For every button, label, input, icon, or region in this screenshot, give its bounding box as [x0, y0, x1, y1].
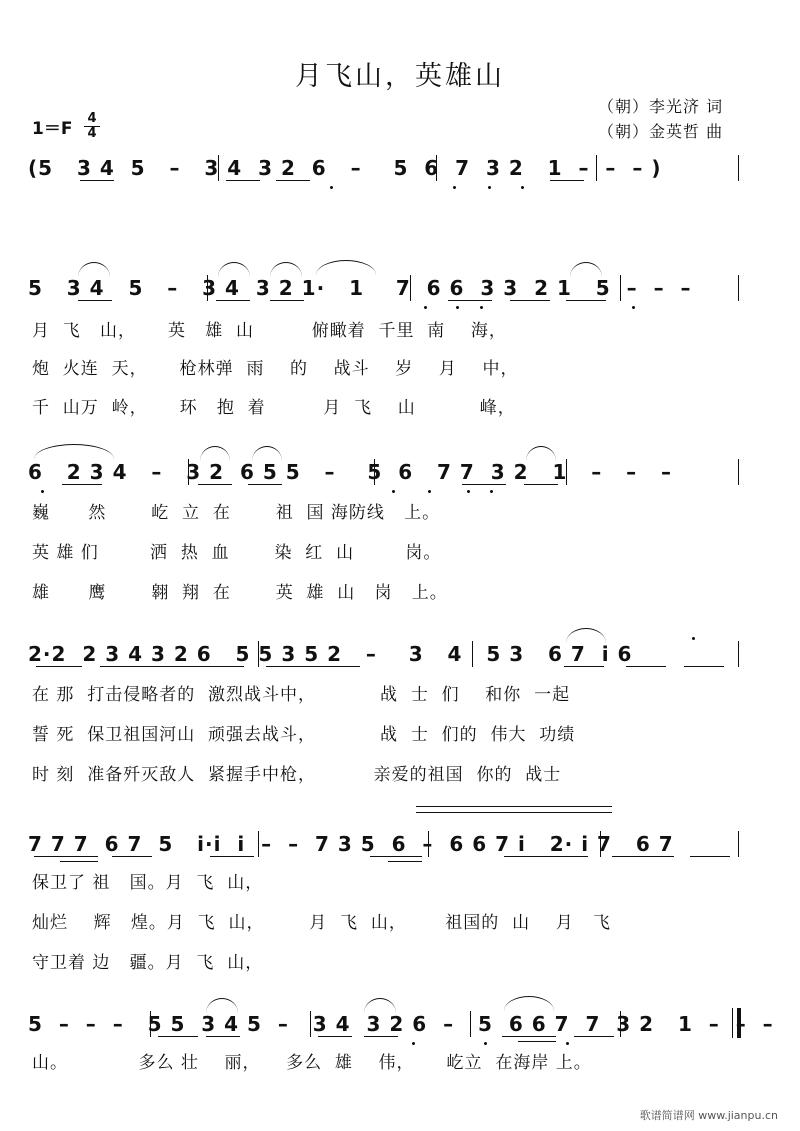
lyrics-system-4-verse-3: 时 刻 准备歼灭敌人 紧握手中枪， 亲爱的祖国 你的 战士	[32, 765, 562, 785]
final-barline-thin	[732, 1008, 733, 1038]
low-dot	[392, 490, 395, 493]
low-dot	[632, 306, 635, 309]
time-signature-top: 4	[87, 111, 97, 126]
notes-system-5: 7 7 7 6 7 5 i·i i – – 7 3 5 6 – 6 6 7 i 2· i 7 6 7	[28, 832, 674, 856]
lyrics-system-6-verse-1: 山。 多么 壮 丽， 多么 雄 伟， 屹立 在海岸 上。	[32, 1053, 592, 1073]
underline	[518, 1041, 556, 1042]
low-dot	[456, 306, 459, 309]
slur	[504, 996, 554, 1011]
slur	[252, 446, 282, 461]
low-dot	[566, 1042, 569, 1045]
barline	[472, 641, 473, 667]
slur	[206, 998, 238, 1013]
lyrics-system-2-verse-1: 月 飞 山， 英 雄 山 俯瞰着 千里 南 海，	[32, 321, 507, 341]
underline	[62, 484, 102, 485]
underline	[318, 1036, 352, 1037]
underline	[226, 180, 260, 181]
barline	[207, 275, 208, 301]
notes-system-6: 5 – – – 5 5 3 4 5 – 3 4 3 2 6 – 5 6 6 7 7 3 2 1 – – –	[28, 1012, 774, 1036]
underline	[60, 861, 98, 862]
barline	[428, 831, 429, 857]
high-dot	[692, 637, 695, 640]
underline	[100, 666, 244, 667]
underline	[364, 1036, 398, 1037]
notes-system-1: (5 3 4 5 – 3 4 3 2 6 – 5 6 7 3 2 1 – – – )	[28, 156, 662, 180]
underline	[510, 300, 550, 301]
underline	[270, 300, 304, 301]
underline	[574, 1036, 614, 1037]
lyrics-system-2-verse-3: 千 山万 岭， 环 抱 着 月 飞 山 峰，	[32, 398, 516, 418]
lyrics-system-5-verse-1: 保卫了 祖 国。月 飞 山，	[32, 873, 264, 893]
barline	[738, 155, 739, 181]
barline	[470, 1011, 471, 1037]
lyrics-system-3-verse-1: 巍 然 屹 立 在 祖 国 海防线 上。	[32, 503, 441, 523]
underline	[502, 1036, 556, 1037]
lyrics-system-3-verse-3: 雄 鹰 翱 翔 在 英 雄 山 岗 上。	[32, 583, 448, 603]
underline	[524, 484, 558, 485]
underline	[198, 484, 232, 485]
barline	[620, 1011, 621, 1037]
underline	[626, 666, 666, 667]
barline	[410, 275, 411, 301]
notes-system-4: 2·2 2 3 4 3 2 6 5 5 3 5 2 – 3 4 5 3 6 7 i 6	[28, 642, 633, 666]
barline	[374, 459, 375, 485]
underline	[684, 666, 724, 667]
underline	[266, 666, 360, 667]
barline	[258, 831, 259, 857]
composer-credit: （朝）金英哲 曲	[598, 122, 724, 141]
barline	[738, 641, 739, 667]
slur	[526, 446, 556, 461]
underline	[448, 300, 492, 301]
underline	[34, 856, 98, 857]
underline	[248, 484, 282, 485]
slur	[200, 446, 230, 461]
notes-system-2: 5 3 4 5 – 3 4 3 2 1· 1 7 6 6 3 3 2 1 5 – – –	[28, 276, 692, 300]
slur	[570, 262, 602, 277]
barline	[738, 275, 739, 301]
slur	[270, 262, 302, 277]
barline	[218, 155, 219, 181]
low-dot	[467, 490, 470, 493]
underline	[388, 861, 422, 862]
underline	[158, 1036, 198, 1037]
low-dot	[412, 1042, 415, 1045]
underline	[504, 856, 588, 857]
low-dot	[41, 490, 44, 493]
low-dot	[330, 186, 333, 189]
underline	[564, 666, 604, 667]
low-dot	[521, 186, 524, 189]
underline	[276, 180, 310, 181]
barline	[596, 155, 597, 181]
barline	[600, 831, 601, 857]
barline	[150, 1011, 151, 1037]
barline	[436, 155, 437, 181]
low-dot	[428, 490, 431, 493]
lyrics-system-4-verse-2: 誓 死 保卫祖国河山 顽强去战斗， 战 士 们的 伟大 功绩	[32, 725, 576, 745]
underline	[78, 300, 112, 301]
barline	[188, 459, 189, 485]
time-signature-bottom: 4	[84, 126, 100, 141]
key-signature: 1＝F	[32, 119, 73, 139]
underline	[612, 856, 674, 857]
low-dot	[484, 1042, 487, 1045]
low-dot	[424, 306, 427, 309]
notes-system-3: 6 2 3 4 – 3 2 6 5 5 – 5 6 7 7 3 2 1 – – –	[28, 460, 673, 484]
underline	[206, 1036, 240, 1037]
song-title: 月飞山，英雄山	[295, 61, 505, 92]
lyrics-system-3-verse-2: 英 雄 们 洒 热 血 染 红 山 岗。	[32, 543, 442, 563]
underline	[210, 856, 254, 857]
barline	[738, 831, 739, 857]
underline	[566, 300, 606, 301]
underline	[370, 856, 422, 857]
underline	[550, 180, 584, 181]
lyrics-system-4-verse-1: 在 那 打击侵略者的 激烈战斗中， 战 士 们 和你 一起	[32, 685, 571, 705]
barline	[258, 641, 259, 667]
lyrics-system-2-verse-2: 炮 火连 天， 枪林弹 雨 的 战斗 岁 月 中，	[32, 359, 519, 379]
lyrics-system-5-verse-2: 灿烂 辉 煌。月 飞 山， 月 飞 山， 祖国的 山 月 飞	[32, 913, 611, 933]
barline	[310, 1011, 311, 1037]
underline	[112, 856, 152, 857]
low-dot	[488, 186, 491, 189]
barline	[738, 459, 739, 485]
final-barline-thick	[737, 1008, 741, 1038]
underline	[80, 180, 114, 181]
lyrics-system-5-verse-3: 守卫着 边 疆。月 飞 山，	[32, 953, 264, 973]
slur	[218, 262, 250, 277]
underline	[36, 666, 82, 667]
underline	[216, 300, 250, 301]
site-watermark: 歌谱简谱网 www.jianpu.cn	[639, 1109, 778, 1122]
time-signature	[84, 112, 100, 141]
barline	[566, 459, 567, 485]
slur	[34, 444, 114, 459]
slur	[566, 628, 606, 643]
underline	[690, 856, 730, 857]
low-dot	[453, 186, 456, 189]
low-dot	[480, 306, 483, 309]
tie-line	[416, 806, 612, 807]
tie-line	[416, 812, 612, 813]
barline	[620, 275, 621, 301]
slur	[364, 998, 396, 1013]
low-dot	[490, 490, 493, 493]
underline	[462, 484, 506, 485]
tie	[316, 260, 376, 275]
slur	[78, 262, 110, 277]
lyricist-credit: （朝）李光济 词	[598, 97, 724, 116]
